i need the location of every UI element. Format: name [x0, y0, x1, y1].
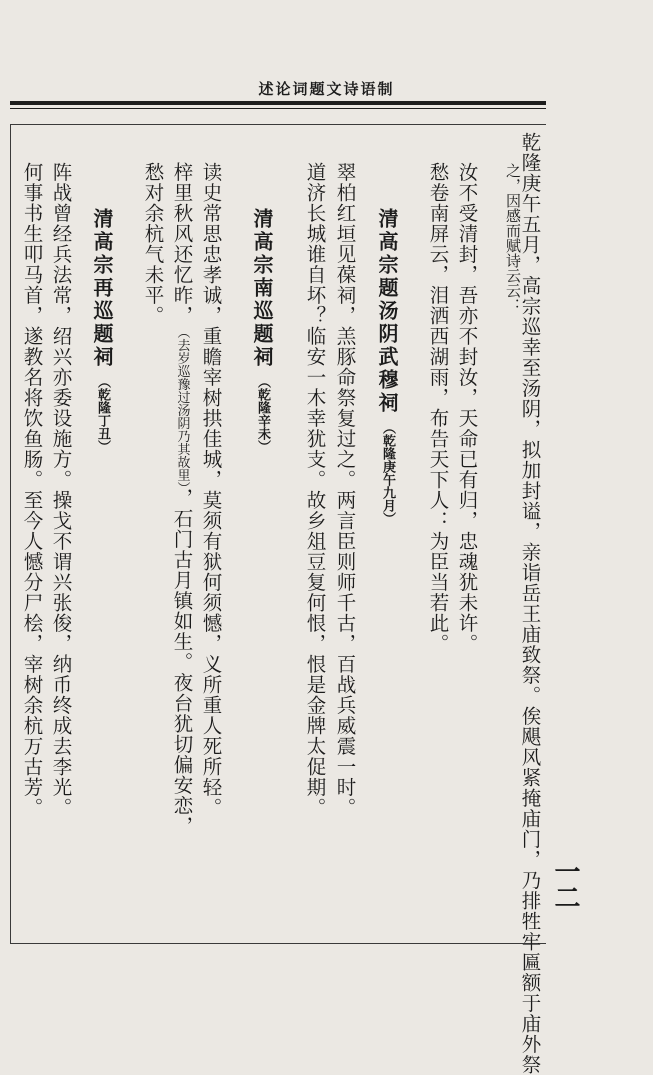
poem3-line-2: [172, 162, 192, 837]
poem2-line-1: 翠柏红垣见葆祠，羔豚命祭复过之。两言臣则师千古，百战兵威震一时。: [333, 162, 357, 818]
page-title: 述论词题文诗语制: [258, 80, 395, 98]
intro-line-2: 乾隆庚午五月，高宗巡幸至汤阴，拟加封谥，亲诣岳王庙致祭。俟飓风紧掩庙门，乃排牲牢匾额于庙外祭: [518, 132, 542, 1075]
poem4-title: [92, 208, 112, 453]
poem2-title: [252, 208, 272, 453]
header-rule-thick: [10, 101, 546, 105]
poem2-line-2: 道济长城谁自坏？临安一木幸犹支。故乡俎豆复何恨，恨是金牌太促期。: [303, 162, 327, 818]
poem1-title: [377, 208, 397, 525]
poem3-line-2-a: 梓里秋风还忆昨，: [170, 162, 194, 326]
page-number: 一二: [550, 858, 580, 910]
poem2-date: （乾隆辛未）: [255, 375, 270, 453]
poem3-line-3: 愁对余杭气未平。: [141, 162, 165, 326]
poem4-title-text: 清高宗再巡题祠: [90, 208, 114, 369]
poem3-note: （去岁巡豫过汤阴乃其故里）: [174, 332, 190, 488]
poem2-title-text: 清高宗南巡题祠: [250, 208, 274, 369]
poem1-title-text: 清高宗题汤阴武穆祠: [375, 208, 399, 415]
poem3-line-2-b: ，石门古月镇如生。夜台犹切偏安恋，: [170, 488, 194, 837]
poem1-line-1: 汝不受清封，吾亦不封汝，天命已有归，忠魂犹未许。: [455, 162, 479, 654]
poem4-line-1: 阵战曾经兵法常，绍兴亦委设施方。操戈不谓兴张俊，纳币终成去李光。: [49, 162, 73, 818]
poem3-line-1: 读史常思忠孝诚，重瞻宰树拱佳城，莫须有狱何须憾，义所重人死所轻。: [199, 162, 223, 818]
poem4-date: （乾隆丁丑）: [95, 375, 110, 453]
header-rule-thin: [10, 108, 546, 109]
intro-line-1: 之，因感而赋诗云云：: [504, 163, 522, 313]
poem1-line-2: 愁卷南屏云，泪洒西湖雨，布告天下人：为臣当若此。: [426, 162, 450, 654]
poem1-date: （乾隆庚午九月）: [380, 421, 395, 525]
poem4-line-2: 何事书生叩马首，遂教名将饮鱼肠。至今人憾分尸桧，宰树余杭万古芳。: [20, 162, 44, 818]
